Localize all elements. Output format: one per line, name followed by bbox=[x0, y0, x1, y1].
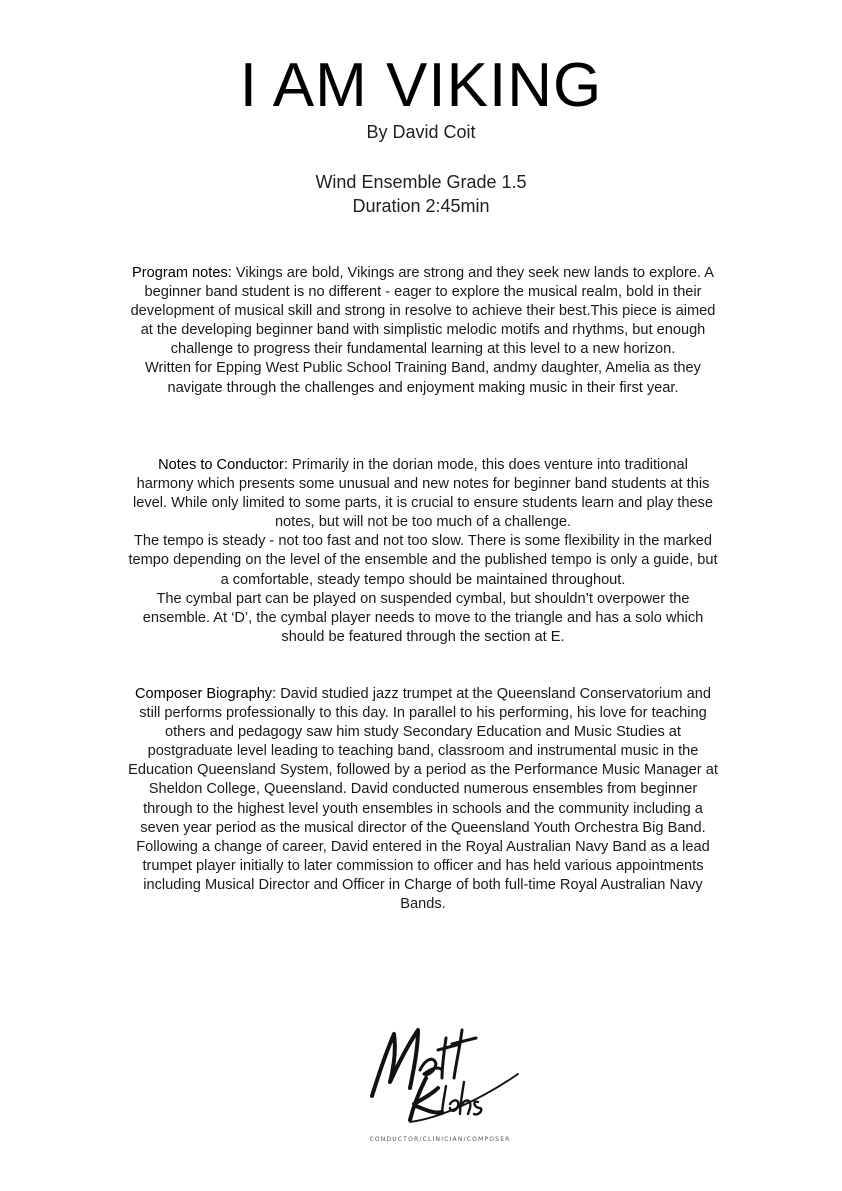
conductor-notes-section bbox=[128, 456, 718, 647]
program-notes-paragraph-2: Written for Epping West Public School Training Band, andmy daughter, Amelia as they navigate through the challenges and enjoyment making music in their first year. bbox=[145, 360, 701, 396]
program-notes-text: Vikings are bold, Vikings are strong and they seek new lands to explore. A beginner band student is no different - eager to explore the musical realm, bold in their development of musical skill and strong in resolve to achieve their best.This piece is aimed at the developing beginner band with simplistic melodic motifs and rhythms, but enough challenge to progress their fundamental learning at this level to a new horizon. bbox=[130, 265, 716, 358]
program-notes-label: Program notes: bbox=[132, 265, 232, 281]
composer-bio-label: Composer Biography: bbox=[135, 686, 277, 702]
grade-line: Wind Ensemble Grade 1.5 bbox=[315, 172, 527, 192]
signature-stroke-lohs bbox=[442, 1082, 481, 1114]
program-notes-paragraph bbox=[128, 264, 718, 359]
composer-bio-paragraph-2: Following a change of career, David entered in the Royal Australian Navy Band as a lead trumpet player initially to later commission to officer and has held various appointments including Musical Director and Officer in Charge of both full-time Royal Australian Navy Bands. bbox=[136, 838, 710, 913]
program-notes-section bbox=[128, 264, 718, 398]
composer-bio-paragraph bbox=[128, 685, 718, 838]
composer-bio-text: David studied jazz trumpet at the Queensland Conservatorium and still performs professionally to this day. In parallel to his performing, his love for teaching others and pedagogy saw him study Secondary Education and Music Studies at postgraduate level leading to teaching band, classroom and instrumental music in the Education Queensland System, followed by a period as the Performance Music Manager at Sheldon College, Queensland. David conducted numerous ensembles from beginner through to the highest level youth ensembles in schools and the community including a seven year period as the musical director of the Queensland Youth Orchestra Big Band. bbox=[128, 686, 718, 836]
piece-meta bbox=[0, 170, 842, 218]
logo-tagline: CONDUCTOR/CLINICIAN/COMPOSER bbox=[369, 1136, 511, 1143]
conductor-notes-label: Notes to Conductor: bbox=[158, 457, 288, 473]
piece-title: I AM VIKING bbox=[239, 51, 603, 120]
signature-logo bbox=[350, 1008, 530, 1138]
signature-stroke-m bbox=[372, 1030, 418, 1096]
duration-line: Duration 2:45min bbox=[352, 196, 490, 216]
conductor-notes-text: Primarily in the dorian mode, this does venture into traditional harmony which presents some unusual and new notes for beginner band students at this level. While only limited to some parts, it is crucial to ensure students learn and play these notes, but will not be too much of a challenge. bbox=[133, 457, 713, 531]
composer-byline: By David Coit bbox=[366, 122, 476, 142]
composer-bio-section bbox=[128, 685, 718, 914]
signature-stroke-att bbox=[420, 1030, 476, 1078]
conductor-notes-paragraph-2: The tempo is steady - not too fast and not too slow. There is some flexibility in the marked tempo depending on the level of the ensemble and the published tempo is only a guide, but a comfortable, steady tempo should be maintained throughout. bbox=[128, 533, 718, 588]
signature-stroke-k bbox=[410, 1078, 442, 1120]
conductor-notes-paragraph bbox=[128, 456, 718, 532]
conductor-notes-paragraph-3: The cymbal part can be played on suspended cymbal, but shouldn’t overpower the ensemble. At ‘D’, the cymbal player needs to move to the triangle and has a solo which should be featured through the section at E. bbox=[142, 590, 704, 645]
